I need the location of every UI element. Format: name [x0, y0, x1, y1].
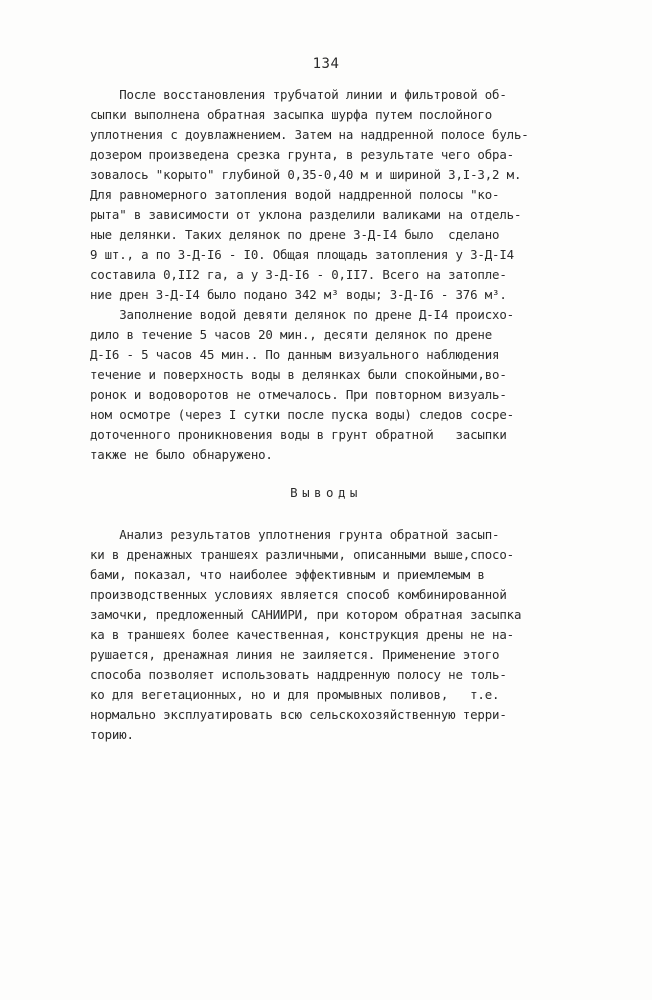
text-line: уплотнения с доувлажнением. Затем на наддренной полосе буль-	[90, 127, 529, 142]
text-line: Анализ результатов уплотнения грунта обратной засып-	[90, 527, 500, 542]
text-line: также не было обнаружено.	[90, 447, 273, 462]
text-line: Заполнение водой девяти делянок по дрене Д-I4 происхо-	[90, 307, 514, 322]
section-heading-conclusions: Выводы	[290, 485, 362, 500]
paragraph-restoration	[90, 85, 590, 305]
text-line: После восстановления трубчатой линии и фильтровой об-	[90, 87, 507, 102]
text-line: торию.	[90, 727, 134, 742]
text-line: ка в траншеях более качественная, конструкция дрены не на-	[90, 627, 514, 642]
text-line: ко для вегетационных, но и для промывных поливов, т.е.	[90, 687, 500, 702]
text-line: бами, показал, что наиболее эффективным и приемлемым в	[90, 567, 485, 582]
text-line: ном осмотре (через I сутки после пуска воды) следов сосре-	[90, 407, 514, 422]
paragraph-conclusions	[90, 525, 590, 745]
text-line: сыпки выполнена обратная засыпка шурфа путем послойного	[90, 107, 493, 122]
text-line: способа позволяет использовать наддренную полосу не толь-	[90, 667, 507, 682]
text-line: ные делянки. Таких делянок по дрене 3-Д-I4 было сделано	[90, 227, 500, 242]
text-line: замочки, предложенный САНИИРИ, при котором обратная засыпка	[90, 607, 522, 622]
text-line: ки в дренажных траншеях различными, описанными выше,спосо-	[90, 547, 514, 562]
text-line: дозером произведена срезка грунта, в результате чего обра-	[90, 147, 514, 162]
text-line: 9 шт., а по 3-Д-I6 - I0. Общая площадь затопления у 3-Д-I4	[90, 247, 514, 262]
text-line: рыта" в зависимости от уклона разделили валиками на отдель-	[90, 207, 522, 222]
text-line: составила 0,II2 га, а у 3-Д-I6 - 0,II7. Всего на затопле-	[90, 267, 507, 282]
text-line: Д-I6 - 5 часов 45 мин.. По данным визуального наблюдения	[90, 347, 500, 362]
text-line: доточенного проникновения воды в грунт обратной засыпки	[90, 427, 507, 442]
text-line: течение и поверхность воды в делянках были спокойными,во-	[90, 367, 507, 382]
text-line: нормально эксплуатировать всю сельскохозяйственную терри-	[90, 707, 507, 722]
text-line: Для равномерного затопления водой наддренной полосы "ко-	[90, 187, 500, 202]
page-number: 134	[312, 56, 340, 72]
text-line: рушается, дренажная линия не заиляется. Применение этого	[90, 647, 500, 662]
text-line: ние дрен 3-Д-I4 было подано 342 м³ воды; 3-Д-I6 - 376 м³.	[90, 287, 507, 302]
text-line: производственных условиях является способ комбинированной	[90, 587, 507, 602]
text-line: зовалось "корыто" глубиной 0,35-0,40 м и шириной 3,I-3,2 м.	[90, 167, 522, 182]
text-line: ронок и водоворотов не отмечалось. При повторном визуаль-	[90, 387, 507, 402]
paragraph-filling	[90, 305, 590, 465]
text-line: дило в течение 5 часов 20 мин., десяти делянок по дрене	[90, 327, 493, 342]
